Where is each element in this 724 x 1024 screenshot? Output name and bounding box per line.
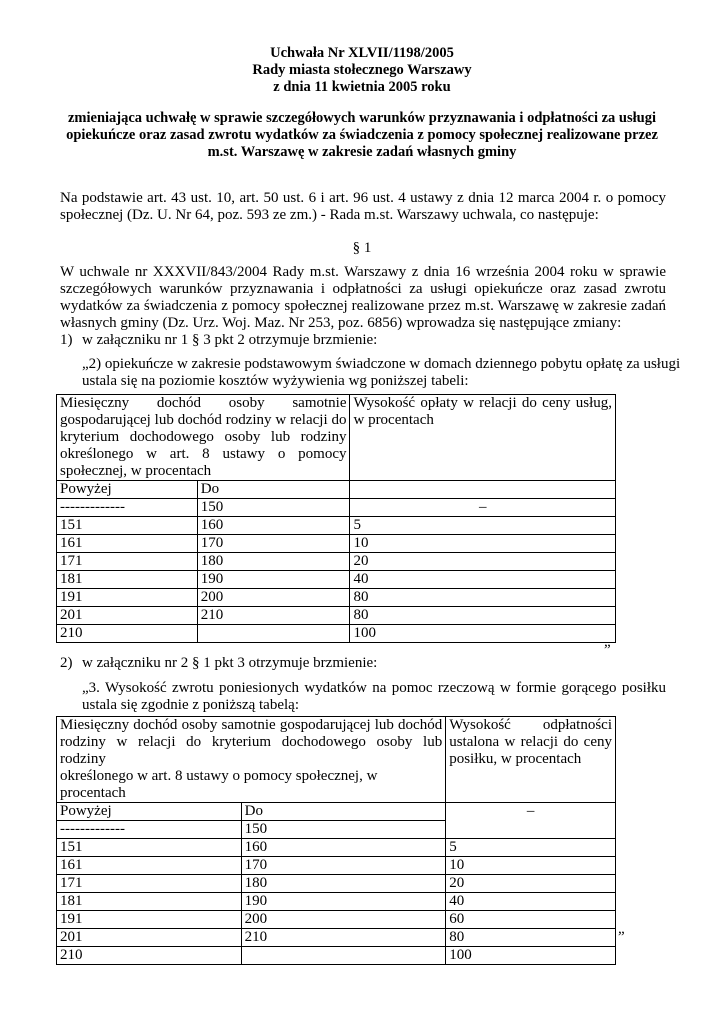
table-row (57, 875, 616, 893)
col-to-label: Do (197, 481, 350, 499)
cell-to: 210 (241, 929, 446, 947)
cell-from: 151 (57, 517, 198, 535)
fee-table-1 (56, 394, 616, 643)
item1-label: 1) (60, 332, 73, 348)
table-row (57, 625, 616, 643)
cell-from: 171 (57, 875, 242, 893)
col-to-label: Do (241, 803, 446, 821)
cell-to (197, 625, 350, 643)
cell-value: 100 (350, 625, 616, 643)
item2-label: 2) (60, 655, 73, 671)
table-row (57, 839, 616, 857)
header-fee (350, 395, 616, 481)
table-row (57, 929, 616, 947)
cell-value: 80 (446, 929, 616, 947)
table-row (57, 589, 616, 607)
subject-line-3: m.st. Warszawę w zakresie zadań własnych gminy (207, 144, 517, 160)
table-row (57, 857, 616, 875)
cell-to: 180 (197, 553, 350, 571)
table-subheader-row (57, 481, 616, 499)
resolution-number: Uchwała Nr XLVII/1198/2005 (270, 45, 454, 61)
cell-value: 10 (446, 857, 616, 875)
cell-from: 171 (57, 553, 198, 571)
item1-text: w załączniku nr 1 § 3 pkt 2 otrzymuje brzmienie: (82, 332, 378, 348)
table-row (57, 535, 616, 553)
table-subheader-row (57, 803, 616, 821)
cell-to (241, 947, 446, 965)
cell-value: 5 (446, 839, 616, 857)
cell-to: 170 (197, 535, 350, 553)
fee-table-2 (56, 716, 616, 965)
table-header-row (57, 717, 616, 803)
header-income-line: kryterium dochodowego osoby lub rodziny (60, 429, 347, 445)
cell-to: 160 (241, 839, 446, 857)
item2-closing-quote: ” (618, 929, 625, 945)
table-row (57, 571, 616, 589)
cell-value: 100 (446, 947, 616, 965)
preamble-line-1: Na podstawie art. 43 ust. 10, art. 50 ust. 6 i art. 96 ust. 4 ustawy z dnia 12 marca 2004 r. o pomocy (60, 190, 666, 206)
table-row (57, 517, 616, 535)
header-fee-line: Wysokość opłaty w relacji do ceny usług, (353, 395, 612, 411)
section-mark: § 1 (352, 240, 372, 256)
cell-to: 150 (241, 821, 446, 839)
header-income-line: rodziny w relacji do kryterium dochodowego osoby lub rodziny (60, 734, 443, 767)
cell-to: 190 (197, 571, 350, 589)
header-income-line: Miesięczny dochód osoby samotnie gospodarującej lub dochód (60, 717, 443, 733)
header-fee (446, 717, 616, 803)
table-row (57, 911, 616, 929)
cell-to: 210 (197, 607, 350, 625)
header-income-line: gospodarującej lub dochód rodziny w relacji do (60, 412, 347, 428)
resolution-date: z dnia 11 kwietnia 2005 roku (273, 79, 451, 95)
cell-value: 60 (446, 911, 616, 929)
cell-from: 210 (57, 947, 242, 965)
dash-mark: – (526, 803, 535, 819)
dash-cell (446, 803, 616, 839)
header-fee-line: Wysokość odpłatności (449, 717, 612, 733)
header-fee-line: w procentach (353, 412, 434, 428)
cell-to: 180 (241, 875, 446, 893)
cell-value: 40 (350, 571, 616, 589)
cell-to: 200 (197, 589, 350, 607)
header-income (57, 395, 350, 481)
cell-value: 20 (446, 875, 616, 893)
cell-from: 151 (57, 839, 242, 857)
cell-from: 191 (57, 911, 242, 929)
table-row (57, 553, 616, 571)
cell-from: ------------- (57, 499, 198, 517)
table-header-row (57, 395, 616, 481)
item2-quote-line-1: „3. Wysokość zwrotu poniesionych wydatków na pomoc rzeczową w formie gorącego posiłku (82, 680, 666, 696)
table-row (57, 499, 616, 517)
cell-from: 201 (57, 607, 198, 625)
cell-to: 170 (241, 857, 446, 875)
cell-from: 161 (57, 857, 242, 875)
cell-to: 150 (197, 499, 350, 517)
cell-value: 10 (350, 535, 616, 553)
item1-quote-line-1: „2) opiekuńcze w zakresie podstawowym świadczone w domach dziennego pobytu opłatę za usługi (82, 356, 681, 372)
intro-line-1: W uchwale nr XXXVII/843/2004 Rady m.st. Warszawy z dnia 16 września 2004 roku w sprawie (60, 264, 666, 280)
item1-quote-line-2: ustala się na poziomie kosztów wyżywienia wg poniższej tabeli: (82, 373, 469, 389)
table-row (57, 607, 616, 625)
item2-quote-line-2: ustala się zgodnie z poniższą tabelą: (82, 697, 299, 713)
table-row (57, 947, 616, 965)
intro-line-2: szczegółowych warunków przyznawania i odpłatności za usługi opiekuńcze oraz zasad zwrotu (60, 281, 666, 297)
cell-from: 181 (57, 571, 198, 589)
cell-from: ------------- (57, 821, 242, 839)
cell-from: 191 (57, 589, 198, 607)
intro-line-3: wydatków za świadczenia z pomocy społecznej realizowane przez m.st. Warszawę w zakresie zadań (60, 298, 666, 314)
cell-value: 80 (350, 607, 616, 625)
cell-from: 201 (57, 929, 242, 947)
preamble-line-2: społecznej (Dz. U. Nr 64, poz. 593 ze zm.) - Rada m.st. Warszawy uchwala, co następuje: (60, 207, 599, 223)
cell-to: 200 (241, 911, 446, 929)
cell-value: – (350, 499, 616, 517)
header-income (57, 717, 446, 803)
header-fee-line: ustalona w relacji do ceny (449, 734, 612, 750)
cell-to: 160 (197, 517, 350, 535)
cell-value: 5 (350, 517, 616, 535)
header-income-line: określonego w art. 8 ustawy o pomocy społecznej, w procentach (60, 768, 378, 801)
empty-cell (350, 481, 616, 499)
col-from-label: Powyżej (57, 481, 198, 499)
council-name: Rady miasta stołecznego Warszawy (252, 62, 472, 78)
table-row (57, 893, 616, 911)
header-income-line: określonego w art. 8 ustawy o pomocy (60, 446, 347, 462)
cell-value: 80 (350, 589, 616, 607)
header-income-line: Miesięczny dochód osoby samotnie (60, 395, 347, 411)
cell-from: 161 (57, 535, 198, 553)
subject-line-1: zmieniająca uchwałę w sprawie szczegółowych warunków przyznawania i odpłatności za usługi (67, 110, 657, 126)
item2-text: w załączniku nr 2 § 1 pkt 3 otrzymuje brzmienie: (82, 655, 378, 671)
col-from-label: Powyżej (57, 803, 242, 821)
cell-value: 40 (446, 893, 616, 911)
cell-to: 190 (241, 893, 446, 911)
header-income-line: społecznej, w procentach (60, 463, 212, 479)
cell-from: 210 (57, 625, 198, 643)
subject-line-2: opiekuńcze oraz zasad zwrotu wydatków za świadczenia z pomocy społecznej realizowane przez (66, 127, 658, 143)
intro-line-4: własnych gminy (Dz. Urz. Woj. Maz. Nr 253, poz. 6856) wprowadza się następujące zmiany: (60, 315, 622, 331)
cell-from: 181 (57, 893, 242, 911)
item1-closing-quote: ” (604, 642, 611, 658)
cell-value: 20 (350, 553, 616, 571)
header-fee-line: posiłku, w procentach (449, 751, 582, 767)
